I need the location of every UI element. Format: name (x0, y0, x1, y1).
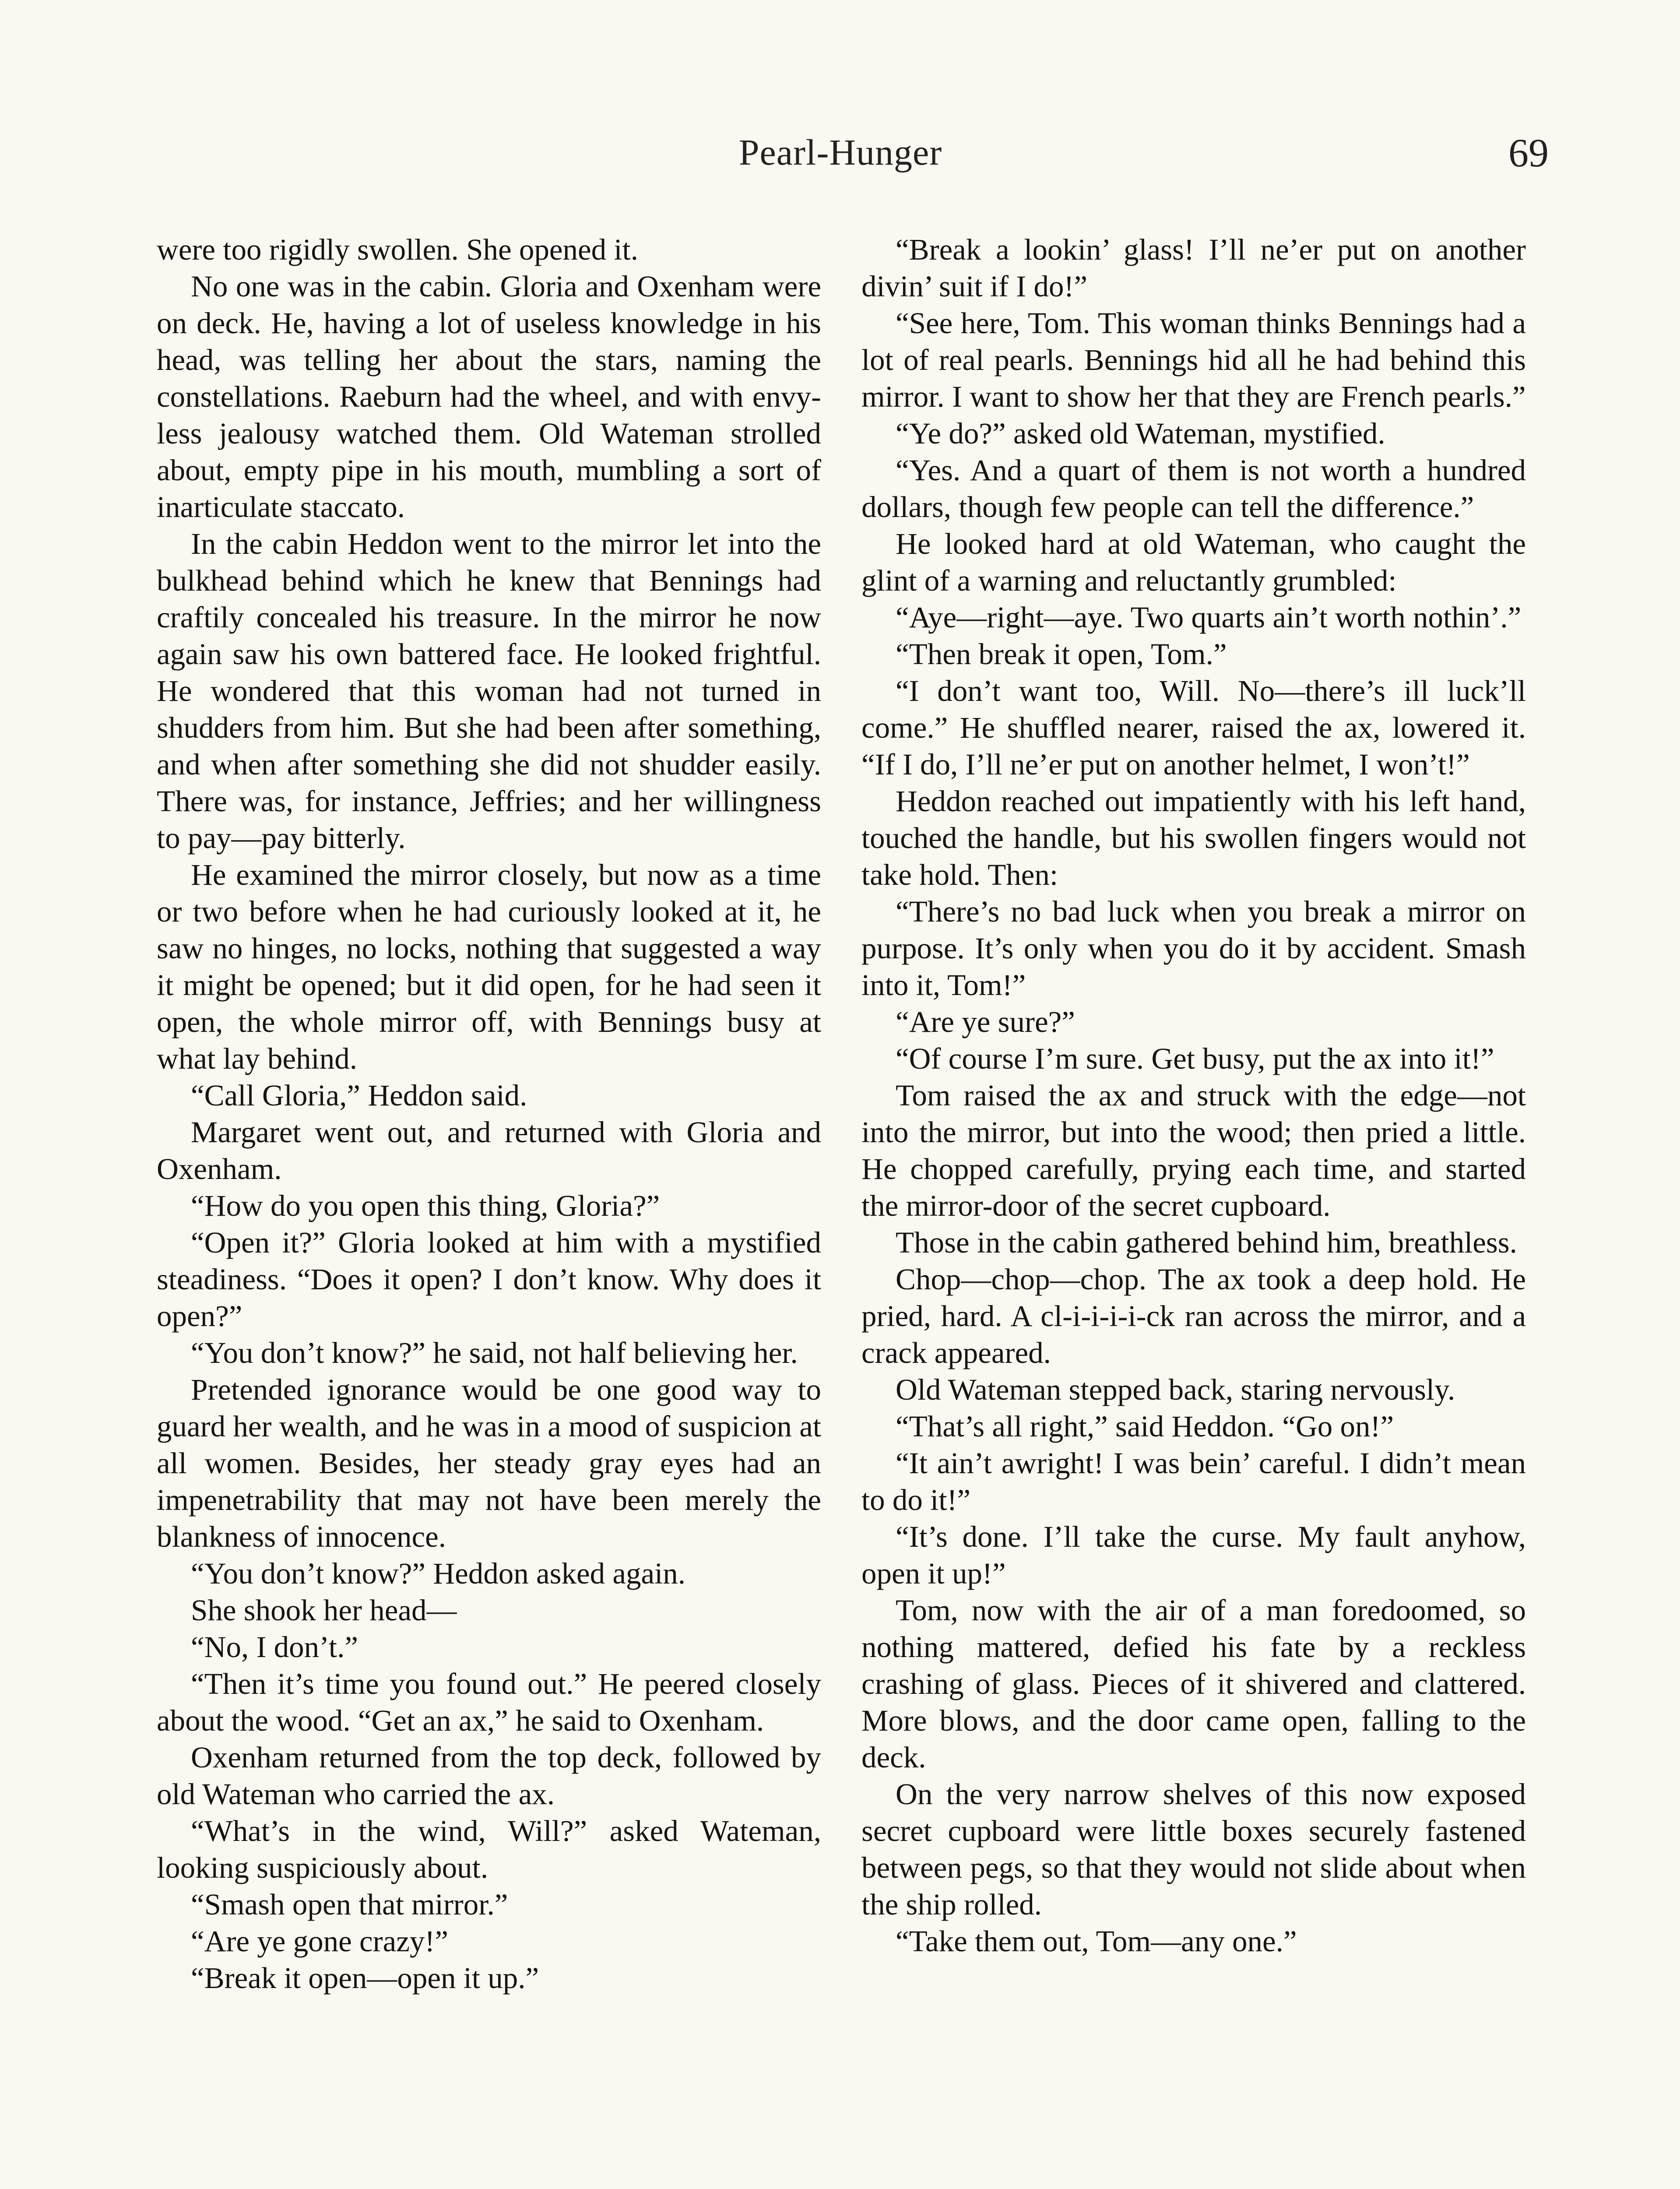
page-number: 69 (1508, 130, 1549, 175)
paragraph: “Then break it open, Tom.” (896, 637, 1227, 671)
paragraph: Margaret went out, and returned with Gloria and Oxenham. (157, 1116, 821, 1186)
paragraph: “There’s no bad luck when you break a mirror on purpose. It’s only when you do it by accident. Smash into it, Tom!” (861, 895, 1526, 1002)
paragraph: “Call Gloria,” Heddon said. (191, 1079, 527, 1112)
paragraph: “Are ye sure?” (896, 1005, 1075, 1038)
paragraph: He looked hard at old Wateman, who caught the glint of a warning and reluctantly grumbled: (861, 527, 1526, 597)
paragraph: “How do you open this thing, Gloria?” (191, 1189, 660, 1222)
paragraph: “Then it’s time you found out.” He peered closely about the wood. “Get an ax,” he said to Oxenham. (157, 1667, 821, 1737)
paragraph: “Ye do?” asked old Wateman, mystified. (896, 417, 1385, 450)
paragraph: On the very narrow shelves of this now exposed secret cupboard were little boxes securely fastened between pegs, so that they would not slide about when the ship rolled. (861, 1777, 1526, 1921)
paragraph: Oxenham returned from the top deck, followed by old Wateman who carried the ax. (157, 1741, 821, 1811)
paragraph: Pretended ignorance would be one good way to guard her wealth, and he was in a mood of suspicion at all women. Besides, her steady gray eyes had an impenetrability that may not have been merely the blankness of innocence. (157, 1373, 821, 1553)
paragraph: “It ain’t awright! I was bein’ careful. I didn’t mean to do it!” (861, 1446, 1526, 1517)
paragraph: “Open it?” Gloria looked at him with a mystified steadiness. “Does it open? I don’t know. Why does it open?” (157, 1226, 821, 1333)
paragraph: Old Wateman stepped back, staring nervously. (896, 1373, 1455, 1406)
paragraph: “It’s done. I’ll take the curse. My fault anyhow, open it up!” (861, 1520, 1526, 1590)
right-text-column (861, 231, 1526, 1960)
paragraph: “Yes. And a quart of them is not worth a hundred dollars, though few people can tell the difference.” (861, 454, 1526, 524)
paragraph: In the cabin Heddon went to the mirror let into the bulkhead behind which he knew that Bennings had craftily concealed his treasure. In the mirror he now again saw his own battered face. He looked frightful. He wondered that this woman had not turned in shudders from him. But she had been after something, and when after something she did not shudder easily. There was, for instance, Jeffries; and her willingness to pay—pay bitterly. (157, 527, 821, 855)
paragraph: “Break it open—open it up.” (191, 1961, 539, 1995)
paragraph: Chop—chop—chop. The ax took a deep hold. He pried, hard. A cl-i-i-i-i-ck ran across the mirror, and a crack appeared. (861, 1263, 1526, 1369)
paragraph: “What’s in the wind, Will?” asked Wateman, looking suspiciously about. (157, 1814, 821, 1884)
paragraph: “That’s all right,” said Heddon. “Go on!” (896, 1410, 1394, 1443)
paragraph: She shook her head— (191, 1594, 457, 1627)
paragraph: “Break a lookin’ glass! I’ll ne’er put on another divin’ suit if I do!” (861, 233, 1526, 303)
paragraph: “No, I don’t.” (191, 1630, 358, 1664)
paragraph: “You don’t know?” he said, not half believing her. (191, 1336, 798, 1369)
paragraph: No one was in the cabin. Gloria and Oxenham were on deck. He, having a lot of useless knowledge in his head, was telling her about the stars, naming the constellations. Raeburn had the wheel, and with envy-less jealousy watched them. Old Wateman strolled about, empty pipe in his mouth, mumbling a sort of inarticulate staccato. (157, 270, 821, 524)
paragraph: Tom, now with the air of a man foredoomed, so nothing mattered, defied his fate by a reckless crashing of glass. Pieces of it shivered and clattered. More blows, and the door came open, falling to the deck. (861, 1594, 1526, 1774)
running-header-title: Pearl-Hunger (738, 132, 942, 173)
paragraph: “Are ye gone crazy!” (191, 1925, 449, 1958)
paragraph: He examined the mirror closely, but now as a time or two before when he had curiously looked at it, he saw no hinges, no locks, nothing that suggested a way it might be opened; but it did open, for he had seen it open, the whole mirror off, with Bennings busy at what lay behind. (157, 858, 821, 1075)
paragraph: were too rigidly swollen. She opened it. (157, 233, 638, 266)
left-text-column (157, 231, 821, 1996)
paragraph: “You don’t know?” Heddon asked again. (191, 1557, 686, 1590)
paragraph: “Aye—right—aye. Two quarts ain’t worth nothin’.” (896, 601, 1522, 634)
paragraph: “Take them out, Tom—any one.” (896, 1925, 1297, 1958)
paragraph: Tom raised the ax and struck with the edge—not into the mirror, but into the wood; then pried a little. He chopped carefully, prying each time, and started the mirror-door of the secret cupboard. (861, 1079, 1526, 1222)
paragraph: “See here, Tom. This woman thinks Bennings had a lot of real pearls. Bennings hid all he had behind this mirror. I want to show her that they are French pearls.” (861, 306, 1526, 413)
paragraph: “Smash open that mirror.” (191, 1888, 508, 1921)
paragraph: Those in the cabin gathered behind him, breathless. (896, 1226, 1517, 1259)
paragraph: “Of course I’m sure. Get busy, put the ax into it!” (896, 1042, 1494, 1075)
paragraph: Heddon reached out impatiently with his left hand, touched the handle, but his swollen fingers would not take hold. Then: (861, 785, 1526, 891)
paragraph: “I don’t want too, Will. No—there’s ill luck’ll come.” He shuffled nearer, raised the ax, lowered it. “If I do, I’ll ne’er put on another helmet, I won’t!” (861, 674, 1526, 781)
